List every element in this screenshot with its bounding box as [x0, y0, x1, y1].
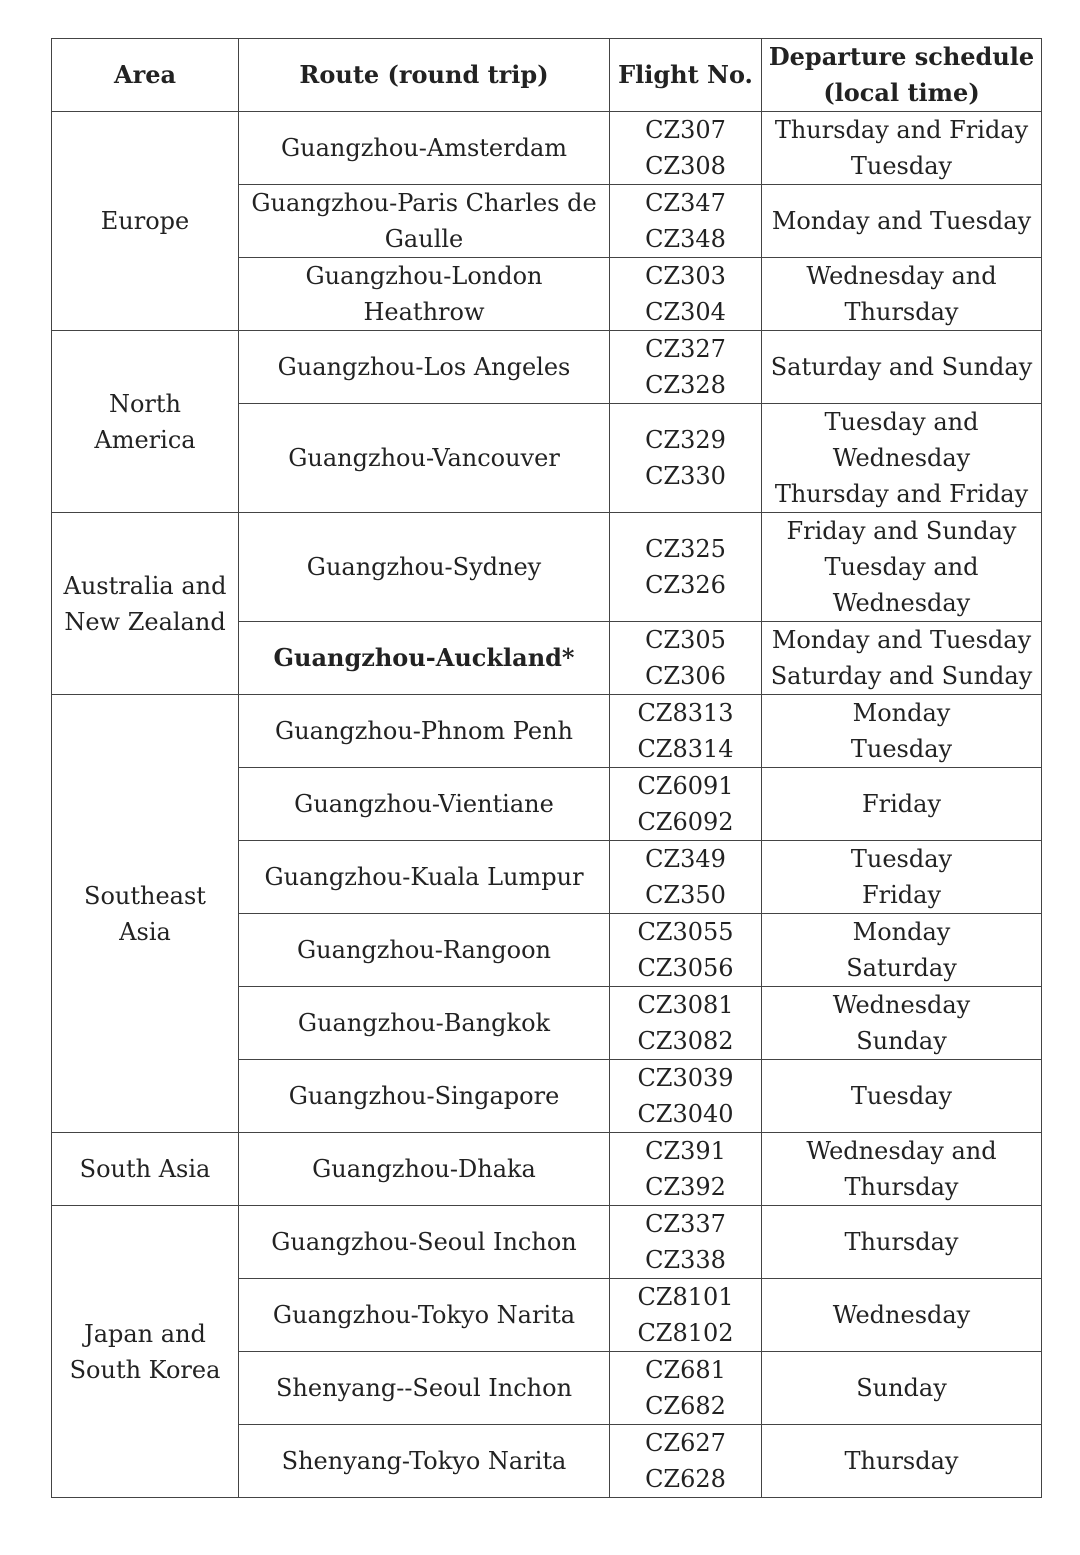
schedule-line: Wednesday [832, 444, 971, 472]
table-row [52, 513, 1042, 622]
schedule-cell [762, 258, 1042, 331]
area-line: Southeast [84, 881, 206, 910]
flight-number-line: CZ307 [645, 116, 726, 144]
schedule-line: Saturday [846, 954, 957, 982]
schedule-line: Sunday [856, 1027, 947, 1055]
schedule-line: Tuesday [850, 1082, 953, 1110]
area-cell [52, 331, 239, 513]
area-line: South Korea [69, 1355, 221, 1384]
route-cell [239, 258, 610, 331]
area-line: Asia [119, 917, 171, 946]
flight-cell [610, 1133, 762, 1206]
route-line: Guangzhou-Sydney [306, 553, 542, 581]
flight-number-line: CZ327 [645, 335, 726, 363]
flight-cell [610, 695, 762, 768]
flight-number-line: CZ348 [645, 225, 726, 253]
route-line: Guangzhou-Auckland* [273, 643, 575, 672]
route-line: Guangzhou-Rangoon [297, 936, 551, 964]
flight-number-line: CZ350 [645, 881, 726, 909]
schedule-line: Tuesday and [824, 553, 979, 581]
flight-number-line: CZ6091 [637, 772, 734, 800]
route-line: Guangzhou-Tokyo Narita [272, 1301, 576, 1329]
area-line: Australia and [63, 571, 227, 600]
schedule-cell [762, 622, 1042, 695]
flight-cell [610, 1206, 762, 1279]
schedule-line: Monday [852, 918, 951, 946]
schedule-line: Saturday and Sunday [770, 662, 1033, 690]
schedule-line: Wednesday and [806, 1137, 997, 1165]
header-route: Route (round trip) [239, 39, 610, 112]
area-cell [52, 1133, 239, 1206]
header-area: Area [52, 39, 239, 112]
area-line: New Zealand [64, 607, 226, 636]
area-line: Japan and [84, 1319, 206, 1348]
route-cell [239, 1352, 610, 1425]
table-row [52, 112, 1042, 185]
schedule-line: Wednesday [832, 1301, 971, 1329]
flight-cell [610, 1425, 762, 1498]
flight-cell [610, 987, 762, 1060]
flight-cell [610, 1352, 762, 1425]
route-line: Guangzhou-Seoul Inchon [271, 1228, 577, 1256]
route-line: Guangzhou-Paris Charles de [251, 189, 597, 217]
flight-cell [610, 622, 762, 695]
flight-number-line: CZ3040 [637, 1100, 734, 1128]
route-cell [239, 1060, 610, 1133]
schedule-line: Thursday and Friday [774, 116, 1029, 144]
route-line: Guangzhou-Phnom Penh [275, 717, 573, 745]
area-cell [52, 513, 239, 695]
schedule-line: Tuesday [850, 845, 953, 873]
route-cell [239, 987, 610, 1060]
schedule-line: Tuesday [850, 735, 953, 763]
table-row [52, 1133, 1042, 1206]
area-line: America [94, 425, 196, 454]
schedule-cell [762, 331, 1042, 404]
route-cell [239, 331, 610, 404]
area-cell [52, 112, 239, 331]
table-row [52, 331, 1042, 404]
flight-number-line: CZ326 [645, 571, 726, 599]
flight-number-line: CZ338 [645, 1246, 726, 1274]
flight-cell [610, 404, 762, 513]
schedule-line: Wednesday [832, 589, 971, 617]
route-line: Shenyang--Seoul Inchon [275, 1374, 573, 1402]
flight-number-line: CZ304 [645, 298, 726, 326]
schedule-cell [762, 1206, 1042, 1279]
route-line: Guangzhou-Vancouver [288, 444, 560, 472]
schedule-line: Friday [861, 790, 942, 818]
schedule-line: Wednesday [832, 991, 971, 1019]
schedule-line: Thursday [844, 1447, 959, 1475]
header-flight: Flight No. [610, 39, 762, 112]
flight-cell [610, 185, 762, 258]
schedule-cell [762, 695, 1042, 768]
schedule-cell [762, 1133, 1042, 1206]
flight-number-line: CZ628 [645, 1465, 726, 1493]
area-cell [52, 695, 239, 1133]
flight-cell [610, 1279, 762, 1352]
route-cell [239, 841, 610, 914]
schedule-line: Thursday and Friday [774, 480, 1029, 508]
route-line: Guangzhou-Singapore [288, 1082, 560, 1110]
route-cell [239, 914, 610, 987]
schedule-cell [762, 1279, 1042, 1352]
flight-number-line: CZ681 [645, 1356, 726, 1384]
schedule-cell [762, 914, 1042, 987]
flight-number-line: CZ3082 [637, 1027, 734, 1055]
route-line: Guangzhou-Kuala Lumpur [264, 863, 584, 891]
flight-number-line: CZ627 [645, 1429, 726, 1457]
flight-number-line: CZ3056 [637, 954, 734, 982]
schedule-cell [762, 1352, 1042, 1425]
route-line: Guangzhou-Los Angeles [277, 353, 571, 381]
schedule-line: Monday and Tuesday [771, 626, 1032, 654]
flight-cell [610, 841, 762, 914]
schedule-line: Thursday [844, 1173, 959, 1201]
route-line: Guangzhou-Amsterdam [280, 134, 568, 162]
route-cell [239, 622, 610, 695]
flight-cell [610, 914, 762, 987]
route-line: Guangzhou-Dhaka [312, 1155, 536, 1183]
flight-number-line: CZ303 [645, 262, 726, 290]
route-cell [239, 1279, 610, 1352]
flight-cell [610, 258, 762, 331]
route-cell [239, 1133, 610, 1206]
flight-cell [610, 768, 762, 841]
flight-cell [610, 112, 762, 185]
flight-number-line: CZ3039 [637, 1064, 734, 1092]
schedule-line: Friday and Sunday [786, 517, 1017, 545]
schedule-line: Sunday [856, 1374, 947, 1402]
schedule-line: Monday [852, 699, 951, 727]
route-cell [239, 768, 610, 841]
flight-number-line: CZ8313 [637, 699, 734, 727]
flight-cell [610, 331, 762, 404]
schedule-line: Tuesday [850, 152, 953, 180]
flight-number-line: CZ329 [645, 426, 726, 454]
flight-number-line: CZ325 [645, 535, 726, 563]
schedule-line: Monday and Tuesday [771, 207, 1032, 235]
schedule-cell [762, 768, 1042, 841]
flight-number-line: CZ682 [645, 1392, 726, 1420]
route-line: Shenyang-Tokyo Narita [281, 1447, 567, 1475]
schedule-cell [762, 1060, 1042, 1133]
header-row [52, 39, 1042, 112]
route-line: Guangzhou-London Heathrow [305, 262, 543, 326]
flight-number-line: CZ8102 [637, 1319, 734, 1347]
schedule-line: Tuesday and [824, 408, 979, 436]
flight-number-line: CZ8101 [637, 1283, 734, 1311]
header-schedule [762, 39, 1042, 112]
route-cell [239, 1206, 610, 1279]
flight-schedule-table [51, 38, 1042, 1498]
area-cell [52, 1206, 239, 1498]
schedule-line: Thursday [844, 298, 959, 326]
schedule-line: Thursday [844, 1228, 959, 1256]
schedule-cell [762, 185, 1042, 258]
header-schedule-line2: (local time) [823, 78, 980, 107]
route-cell [239, 513, 610, 622]
flight-number-line: CZ6092 [637, 808, 734, 836]
route-cell [239, 185, 610, 258]
table-body [52, 112, 1042, 1498]
flight-number-line: CZ305 [645, 626, 726, 654]
flight-number-line: CZ347 [645, 189, 726, 217]
schedule-cell [762, 1425, 1042, 1498]
schedule-line: Wednesday and [806, 262, 997, 290]
table-row [52, 695, 1042, 768]
area-line: Europe [100, 207, 190, 235]
flight-number-line: CZ392 [645, 1173, 726, 1201]
header-schedule-line1: Departure schedule [768, 42, 1035, 71]
route-cell [239, 1425, 610, 1498]
flight-number-line: CZ306 [645, 662, 726, 690]
flight-number-line: CZ337 [645, 1210, 726, 1238]
schedule-cell [762, 112, 1042, 185]
flight-number-line: CZ3081 [637, 991, 734, 1019]
area-line: South Asia [79, 1155, 211, 1183]
schedule-cell [762, 513, 1042, 622]
flight-number-line: CZ391 [645, 1137, 726, 1165]
schedule-cell [762, 987, 1042, 1060]
route-line: Guangzhou-Bangkok [297, 1009, 551, 1037]
schedule-line: Friday [861, 881, 942, 909]
flight-number-line: CZ8314 [637, 735, 734, 763]
route-cell [239, 112, 610, 185]
route-cell [239, 404, 610, 513]
flight-number-line: CZ308 [645, 152, 726, 180]
flight-cell [610, 1060, 762, 1133]
flight-number-line: CZ349 [645, 845, 726, 873]
flight-number-line: CZ328 [645, 371, 726, 399]
route-line: Gaulle [384, 225, 464, 253]
table-row [52, 1206, 1042, 1279]
route-line: Guangzhou-Vientiane [294, 790, 554, 818]
schedule-cell [762, 841, 1042, 914]
flight-cell [610, 513, 762, 622]
schedule-cell [762, 404, 1042, 513]
schedule-line: Saturday and Sunday [770, 353, 1033, 381]
flight-number-line: CZ330 [645, 462, 726, 490]
route-cell [239, 695, 610, 768]
flight-number-line: CZ3055 [637, 918, 734, 946]
area-line: North [108, 389, 182, 418]
